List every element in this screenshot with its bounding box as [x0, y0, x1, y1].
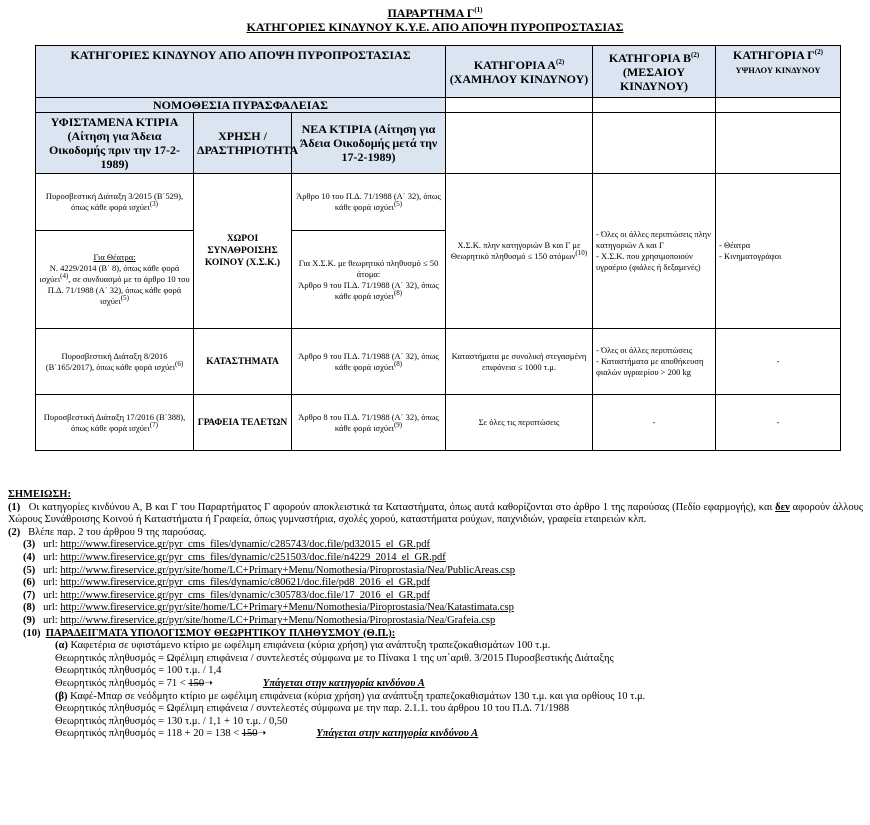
- url-prefix: url:: [43, 589, 61, 601]
- row3-new-text: Άρθρο 9 του Π.Δ. 71/1988 (Α΄ 32), όπως κάθε φορά ισχύει: [298, 350, 439, 372]
- annex-title: [0, 0, 870, 20]
- example-b-result: Υπάγεται στην κατηγορία κινδύνου Α: [316, 728, 479, 740]
- note-label: (1): [8, 501, 21, 513]
- arrow-right-icon: ➝: [204, 677, 213, 689]
- note-label: (4): [23, 551, 36, 563]
- row1-category-c-item: - Θέατρα: [719, 240, 751, 250]
- example-a-calc: Θεωρητικός πληθυσμός = 71 <: [55, 677, 189, 689]
- row3-existing-text: Πυροσβεστική Διάταξη 8/2016 (Β΄165/2017), όπως κάθε φορά ισχύει: [45, 350, 176, 372]
- row1-new: [292, 174, 446, 231]
- footnote-ref: (5): [393, 200, 403, 209]
- row4-existing: [36, 395, 194, 451]
- footnote-ref: (8): [393, 359, 403, 368]
- category-a-header: [446, 46, 593, 98]
- example-b-line2: Θεωρητικός πληθυσμός = Ωφέλιμη επιφάνεια / συντελεστές σύμφωνα με την παρ. 2.1.1. του άρθρου 10 του Π.Δ. 71/1988: [55, 703, 570, 715]
- url-prefix: url:: [43, 564, 61, 576]
- url-list: [8, 539, 863, 627]
- note-1-text-b: αφορούν άλλους Χώρους Συνάθροισης Κοινού ή Καταστήματα ή Γραφεία, όπως γυμναστήρια, σχολές χορού, καταστήματα ρούχων, παιχνιδιών, γραφεία εταιρειών κλπ.: [8, 501, 864, 526]
- footnote-ref: (2): [555, 57, 565, 66]
- row2-new-head: Για Χ.Σ.Κ. με θεωρητικό πληθυσμό ≤ 50 άτομα:: [298, 257, 439, 279]
- footnote-ref: (1): [474, 6, 483, 14]
- example-a-line1: Καφετέρια σε υφιστάμενο κτίριο με ωφέλιμη επιφάνεια (κύρια χρήση) για ανάπτυξη τραπεζοκαθισμάτων 100 τ.μ.: [70, 640, 551, 652]
- arrow-right-icon: ➝: [257, 728, 267, 740]
- url-prefix: url:: [43, 551, 61, 563]
- example-a-line4: [8, 678, 863, 691]
- threshold-value: 150: [188, 677, 205, 689]
- note-10-heading: [8, 628, 863, 641]
- row3-category-a: Καταστήματα με συνολική στεγασμένη επιφάνεια ≤ 1000 τ.μ.: [446, 329, 593, 395]
- footnote-ref: (8): [393, 288, 403, 297]
- threshold-value: 150: [241, 728, 258, 740]
- url-prefix: url:: [43, 577, 61, 589]
- note-label: (2): [8, 526, 21, 538]
- existing-buildings-header: ΥΦΙΣΤΑΜΕΝΑ ΚΤΙΡΙΑ (Αίτηση για Άδεια Οικοδομής πριν την 17-2-1989): [36, 113, 194, 174]
- note-label: (10): [23, 627, 41, 639]
- example-b-line4: [8, 728, 863, 741]
- url-note: [8, 615, 863, 628]
- row2-new-text: Άρθρο 9 του Π.Δ. 71/1988 (Α΄ 32), όπως κάθε φορά ισχύει: [298, 279, 439, 301]
- empty-cell: [593, 98, 716, 113]
- row1-category-a: [446, 174, 593, 329]
- main-header-cell: [36, 46, 446, 98]
- url-prefix: url:: [43, 614, 61, 626]
- example-label: (β): [55, 690, 68, 702]
- notes-heading: ΣΗΜΕΙΩΣΗ:: [8, 489, 71, 500]
- note-1-text-a: Οι κατηγορίες κινδύνου Α, Β και Γ του Παραρτήματος Γ αφορούν αποκλειστικά τα Καταστήματα, όπως αυτά καθορίζονται στο άρθρο 1 της παρούσας (Πεδίο εφαρμογής), και: [28, 501, 773, 513]
- row2-existing-head: Για Θέατρα:: [93, 252, 136, 262]
- use-shops: ΚΑΤΑΣΤΗΜΑΤΑ: [194, 329, 292, 395]
- example-a-line3: Θεωρητικός πληθυσμός = 100 τ.μ. / 1,4: [55, 665, 222, 677]
- main-header: ΚΑΤΗΓΟΡΙΕΣ ΚΙΝΔΥΝΟΥ ΑΠΟ ΑΠΟΨΗ ΠΥΡΟΠΡΟΣΤΑΣΙΑΣ: [70, 48, 411, 62]
- row4-category-c: -: [716, 395, 841, 451]
- legislation-header: ΝΟΜΟΘΕΣΙΑ ΠΥΡΑΣΦΑΛΕΙΑΣ: [36, 98, 446, 113]
- example-b-calc: Θεωρητικός πληθυσμός = 118 + 20 = 138 <: [55, 728, 242, 740]
- footnote-ref: (10): [575, 249, 588, 258]
- url-note: [8, 565, 863, 578]
- row1-category-a-text: Χ.Σ.Κ. πλην κατηγοριών Β και Γ με Θεωρητικό πληθυσμό ≤ 150 ατόμων: [450, 240, 581, 261]
- url-note: [8, 602, 863, 615]
- note-label: (6): [23, 577, 36, 589]
- url-link[interactable]: http://www.fireservice.gr/pyr/site/home/LC+Primary+Menu/Nomothesia/Piroprostasia/Nea/Katastimata.csp: [60, 602, 514, 614]
- footnote-ref: (4): [60, 272, 69, 281]
- row1-existing: [36, 174, 194, 231]
- row4-new: [292, 395, 446, 451]
- note-1-emphasis: δεν: [775, 501, 790, 513]
- use-activity-header: ΧΡΗΣΗ / ΔΡΑΣΤΗΡΙΟΤΗΤΑ: [194, 113, 292, 174]
- empty-cell: [716, 113, 841, 174]
- example-b-line1: Καφέ-Μπαρ σε νεόδμητο κτίριο με ωφέλιμη επιφάνεια (κύρια χρήση) για ανάπτυξη τραπεζοκαθισμάτων 130 τ.μ. και για ορθίους 10 τ.μ.: [70, 690, 646, 702]
- row4-category-b: -: [593, 395, 716, 451]
- url-link[interactable]: http://www.fireservice.gr/pyr/site/home/LC+Primary+Menu/Nomothesia/Piroprostasia/Nea/PublicAreas.csp: [60, 564, 516, 576]
- url-link[interactable]: http://www.fireservice.gr/pyr_cms_files/dynamic/c80621/doc.file/pd8_2016_el_GR.pdf: [60, 577, 430, 589]
- url-link[interactable]: http://www.fireservice.gr/pyr_cms_files/dynamic/c305783/doc.file/17_2016_el_GR.pdf: [60, 589, 430, 601]
- row1-category-b-item: - Χ.Σ.Κ. που χρησιμοποιούν υγραέριο (φιάλες ή δεξαμενές): [596, 251, 701, 272]
- row3-category-b-item: - Όλες οι άλλες περιπτώσεις: [596, 345, 693, 355]
- row2-new: [292, 231, 446, 329]
- document-subtitle: ΚΑΤΗΓΟΡΙΕΣ ΚΙΝΔΥΝΟΥ Κ.Υ.Ε. ΑΠΟ ΑΠΟΨΗ ΠΥΡΟΠΡΟΣΤΑΣΙΑΣ: [246, 20, 624, 34]
- row2-existing: [36, 231, 194, 329]
- empty-cell: [446, 113, 593, 174]
- footnote-ref: (9): [393, 420, 403, 429]
- row4-existing-text: Πυροσβεστική Διάταξη 17/2016 (Β΄388), όπως κάθε φορά ισχύει: [43, 411, 186, 433]
- example-a: [8, 640, 863, 653]
- row3-new: [292, 329, 446, 395]
- url-link[interactable]: http://www.fireservice.gr/pyr/site/home/LC+Primary+Menu/Nomothesia/Piroprostasia/Nea/Grafeia.csp: [60, 614, 496, 626]
- empty-cell: [446, 98, 593, 113]
- note-label: (7): [23, 589, 36, 601]
- category-a-sub: (ΧΑΜΗΛΟΥ ΚΙΝΔΥΝΟΥ): [449, 71, 589, 86]
- annex-title-text: ΠΑΡΑΡΤΗΜΑ Γ: [387, 6, 475, 20]
- use-public-assembly: ΧΩΡΟΙ ΣΥΝΑΘΡΟΙΣΗΣ ΚΟΙΝΟΥ (Χ.Σ.Κ.): [194, 174, 292, 329]
- new-buildings-header: ΝΕΑ ΚΤΙΡΙΑ (Αίτηση για Άδεια Οικοδομής μετά την 17-2-1989): [292, 113, 446, 174]
- footnote-ref: (5): [120, 294, 129, 303]
- category-c-sub: ΥΨΗΛΟΥ ΚΙΝΔΥΝΟΥ: [735, 65, 821, 75]
- hazard-category-table: [35, 45, 841, 451]
- url-note: [8, 539, 863, 552]
- category-b-sub: (ΜΕΣΑΙΟΥ ΚΙΝΔΥΝΟΥ): [619, 64, 689, 93]
- note-1: [8, 502, 863, 527]
- url-prefix: url:: [43, 602, 61, 614]
- url-note: [8, 577, 863, 590]
- category-a-title: ΚΑΤΗΓΟΡΙΑ Α: [473, 57, 556, 72]
- use-funeral-offices: ΓΡΑΦΕΙΑ ΤΕΛΕΤΩΝ: [194, 395, 292, 451]
- note-label: (5): [23, 564, 36, 576]
- note-10-title: ΠΑΡΑΔΕΙΓΜΑΤΑ ΥΠΟΛΟΓΙΣΜΟΥ ΘΕΩΡΗΤΙΚΟΥ ΠΛΗΘΥΣΜΟΥ (Θ.Π.):: [45, 627, 396, 639]
- note-label: (8): [23, 602, 36, 614]
- row2-existing-cont: , σε συνδυασμό με το άρθρο 10 του Π.Δ. 71/1988 (Α΄ 32), όπως κάθε φορά ισχύει: [47, 274, 190, 306]
- row1-existing-text: Πυροσβεστική Διάταξη 3/2015 (Β΄529), όπως κάθε φορά ισχύει: [45, 191, 184, 212]
- footnote-ref: (6): [175, 359, 184, 368]
- row4-category-a: Σε όλες τις περιπτώσεις: [446, 395, 593, 451]
- row1-category-b-item: - Όλες οι άλλες περιπτώσεις πλην κατηγοριών Α και Γ: [596, 229, 711, 250]
- row3-category-c: -: [716, 329, 841, 395]
- url-link[interactable]: http://www.fireservice.gr/pyr_cms_files/dynamic/c285743/doc.file/pd32015_el_GR.pdf: [60, 539, 430, 551]
- empty-cell: [716, 98, 841, 113]
- notes-section: [8, 489, 863, 741]
- category-b-title: ΚΑΤΗΓΟΡΙΑ Β: [608, 50, 691, 65]
- note-2: [8, 527, 863, 540]
- row1-new-text: Άρθρο 10 του Π.Δ. 71/1988 (Α΄ 32), όπως κάθε φορά ισχύει: [296, 191, 441, 212]
- note-label: (3): [23, 539, 36, 551]
- row1-category-c-item: - Κινηματογράφοι: [719, 251, 782, 261]
- note-label: (9): [23, 614, 36, 626]
- footnote-ref: (3): [149, 200, 158, 209]
- category-c-title: ΚΑΤΗΓΟΡΙΑ Γ: [733, 48, 815, 62]
- url-prefix: url:: [43, 539, 61, 551]
- example-a-line2: Θεωρητικός πληθυσμός = Ωφέλιμη επιφάνεια / συντελεστές σύμφωνα με το Πίνακα 1 της υπ΄αριθ. 3/2015 Πυροσβεστικής Διάταξης: [55, 652, 614, 664]
- note-2-text: Βλέπε παρ. 2 του άρθρου 9 της παρούσας.: [28, 526, 207, 538]
- footnote-ref: (2): [814, 48, 823, 56]
- empty-cell: [593, 113, 716, 174]
- footnote-ref: (7): [149, 420, 158, 429]
- row3-existing: [36, 329, 194, 395]
- example-b: [8, 691, 863, 704]
- row3-category-b: [593, 329, 716, 395]
- category-b-header: [593, 46, 716, 98]
- row1-category-b: [593, 174, 716, 329]
- example-b-line3: Θεωρητικός πληθυσμός = 130 τ.μ. / 1,1 + 10 τ.μ. / 0,50: [55, 715, 288, 727]
- example-a-result: Υπάγεται στην κατηγορία κινδύνου Α: [262, 677, 425, 689]
- url-note: [8, 552, 863, 565]
- url-link[interactable]: http://www.fireservice.gr/pyr_cms_files/dynamic/c251503/doc.file/n4229_2014_el_GR.pdf: [60, 551, 446, 563]
- example-label: (α): [55, 640, 68, 652]
- row3-category-b-item: - Καταστήματα με αποθήκευση φιαλών υγραερίου > 200 kg: [596, 356, 704, 377]
- row2-existing-text: Ν. 4229/2014 (Β΄ 8), όπως κάθε φορά ισχύει: [39, 263, 180, 284]
- footnote-ref: (2): [690, 50, 700, 59]
- category-c-header: [716, 46, 841, 98]
- row4-new-text: Άρθρο 8 του Π.Δ. 71/1988 (Α΄ 32), όπως κάθε φορά ισχύει: [298, 411, 439, 433]
- row1-category-c: [716, 174, 841, 329]
- url-note: [8, 590, 863, 603]
